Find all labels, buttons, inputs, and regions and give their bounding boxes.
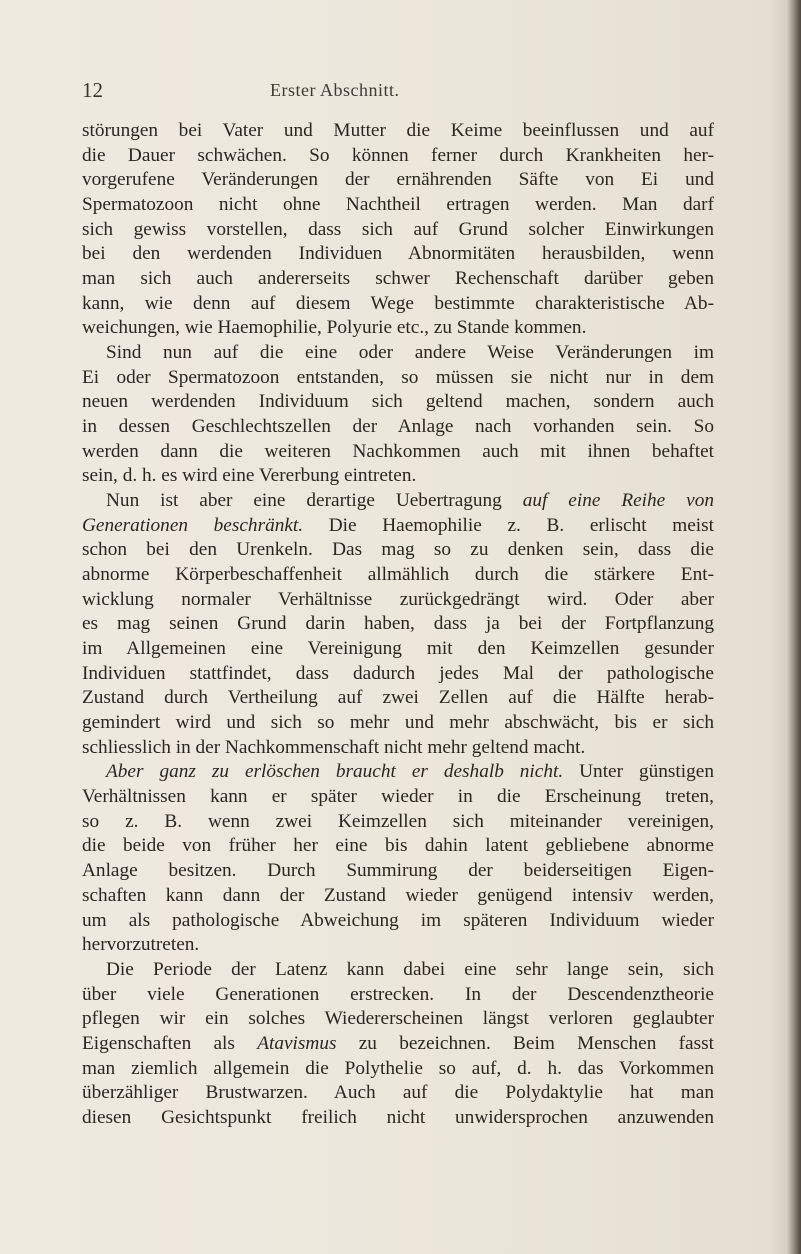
page-number: 12 <box>82 78 103 102</box>
text-line <box>82 958 714 983</box>
text-segment: Die Periode der Latenz kann dabei eine sehr lange sein, sich <box>106 958 714 980</box>
text-segment: schliesslich in der Nachkommenschaft nicht mehr geltend macht. <box>82 736 586 758</box>
text-segment: es mag seinen Grund darin haben, dass ja bei der Fortpflanzung <box>82 613 714 635</box>
text-segment: überzähliger Brustwarzen. Auch auf die Polydaktylie hat man <box>82 1082 714 1104</box>
text-line <box>82 218 714 243</box>
text-line <box>82 1007 714 1032</box>
text-segment: diesen Gesichtspunkt freilich nicht unwidersprochen anzuwenden <box>82 1106 714 1128</box>
text-segment: vorgerufene Veränderungen der ernährenden Säfte von Ei und <box>82 169 714 191</box>
text-segment: zu bezeichnen. Beim Menschen fasst <box>336 1032 714 1054</box>
text-line <box>82 1032 714 1057</box>
text-segment: gemindert wird und sich so mehr und mehr abschwächt, bis er sich <box>82 712 714 734</box>
text-line <box>82 736 714 761</box>
text-segment: sein, d. h. es wird eine Vererbung eintreten. <box>82 465 417 487</box>
text-line <box>82 612 714 637</box>
italic-text: Aber ganz zu erlöschen braucht er deshalb nicht. <box>106 761 564 783</box>
text-line <box>82 390 714 415</box>
text-line <box>82 316 714 341</box>
text-line <box>82 415 714 440</box>
text-line <box>82 538 714 563</box>
text-line <box>82 1106 714 1131</box>
text-segment: pflegen wir ein solches Wiedererscheinen längst verloren geglaubter <box>82 1008 714 1030</box>
text-line <box>82 193 714 218</box>
text-segment: so z. B. wenn zwei Keimzellen sich miteinander vereinigen, <box>82 810 714 832</box>
text-line <box>82 785 714 810</box>
text-segment: in dessen Geschlechtszellen der Anlage nach vorhanden sein. So <box>82 416 714 438</box>
text-segment: schon bei den Urenkeln. Das mag so zu denken sein, dass die <box>82 539 714 561</box>
text-segment: störungen bei Vater und Mutter die Keime beeinflussen und auf <box>82 120 714 141</box>
body-text <box>82 119 714 1131</box>
text-line <box>82 686 714 711</box>
text-segment: neuen werdenden Individuum sich geltend machen, sondern auch <box>82 391 714 413</box>
text-line <box>82 933 714 958</box>
text-line <box>82 489 714 514</box>
italic-text: Generationen beschränkt. <box>82 514 304 536</box>
text-line <box>82 514 714 539</box>
text-line <box>82 267 714 292</box>
text-line <box>82 983 714 1008</box>
text-segment: hervorzutreten. <box>82 934 200 956</box>
text-segment: abnorme Körperbeschaffenheit allmählich durch die stärkere Ent- <box>82 564 714 586</box>
text-segment: Nun ist aber eine derartige Uebertragung <box>106 490 523 512</box>
text-segment: im Allgemeinen eine Vereinigung mit den Keimzellen gesunder <box>82 638 714 660</box>
italic-text: Atavismus <box>257 1032 337 1054</box>
text-segment: man ziemlich allgemein die Polythelie so auf, d. h. das Vorkommen <box>82 1057 714 1079</box>
text-line <box>82 588 714 613</box>
text-line <box>82 341 714 366</box>
text-segment: man sich auch andererseits schwer Rechenschaft darüber geben <box>82 268 714 290</box>
text-line <box>82 884 714 909</box>
text-segment: Sind nun auf die eine oder andere Weise Veränderungen im <box>106 342 714 364</box>
text-segment: sich gewiss vorstellen, dass sich auf Grund solcher Einwirkungen <box>82 218 714 240</box>
text-line <box>82 563 714 588</box>
text-segment: bei den werdenden Individuen Abnormitäten herausbilden, wenn <box>82 243 714 265</box>
text-segment: weichungen, wie Haemophilie, Polyurie etc., zu Stande kommen. <box>82 317 587 339</box>
text-line <box>82 834 714 859</box>
text-line <box>82 909 714 934</box>
italic-text: auf eine Reihe von <box>522 490 714 512</box>
text-segment: um als pathologische Abweichung im späteren Individuum wieder <box>82 909 714 931</box>
text-line <box>82 366 714 391</box>
text-line <box>82 242 714 267</box>
text-line <box>82 1057 714 1082</box>
text-segment: schaften kann dann der Zustand wieder genügend intensiv werden, <box>82 884 714 906</box>
text-line <box>82 637 714 662</box>
text-line <box>82 464 714 489</box>
text-segment: Eigenschaften als <box>82 1032 258 1054</box>
text-line <box>82 144 714 169</box>
text-line <box>82 440 714 465</box>
text-segment: die Dauer schwächen. So können ferner durch Krankheiten her- <box>82 144 714 166</box>
text-segment: Verhältnissen kann er später wieder in die Erscheinung treten, <box>82 786 714 808</box>
text-segment: Anlage besitzen. Durch Summirung der beiderseitigen Eigen- <box>82 860 714 882</box>
text-line <box>82 810 714 835</box>
text-segment: Individuen stattfindet, dass dadurch jedes Mal der pathologische <box>82 662 714 684</box>
text-segment: Die Haemophilie z. B. erlischt meist <box>303 514 714 536</box>
text-line <box>82 711 714 736</box>
page-header <box>82 78 714 108</box>
text-segment: Spermatozoon nicht ohne Nachtheil ertragen werden. Man darf <box>82 194 714 216</box>
text-line <box>82 119 714 144</box>
text-line <box>82 168 714 193</box>
text-segment: Ei oder Spermatozoon entstanden, so müssen sie nicht nur in dem <box>82 366 714 388</box>
text-segment: wicklung normaler Verhältnisse zurückgedrängt wird. Oder aber <box>82 588 714 610</box>
text-segment: werden dann die weiteren Nachkommen auch mit ihnen behaftet <box>82 440 714 462</box>
text-segment: die beide von früher her eine bis dahin latent gebliebene abnorme <box>82 835 714 857</box>
text-line <box>82 1081 714 1106</box>
text-segment: Unter günstigen <box>563 761 714 783</box>
text-line <box>82 859 714 884</box>
running-head: Erster Abschnitt. <box>270 80 400 100</box>
page-edge-shadow <box>787 0 801 1254</box>
text-line <box>82 662 714 687</box>
text-segment: über viele Generationen erstrecken. In der Descendenztheorie <box>82 983 714 1005</box>
text-segment: kann, wie denn auf diesem Wege bestimmte charakteristische Ab- <box>82 292 714 314</box>
text-line <box>82 760 714 785</box>
text-segment: Zustand durch Vertheilung auf zwei Zellen auf die Hälfte herab- <box>82 687 714 709</box>
text-line <box>82 292 714 317</box>
